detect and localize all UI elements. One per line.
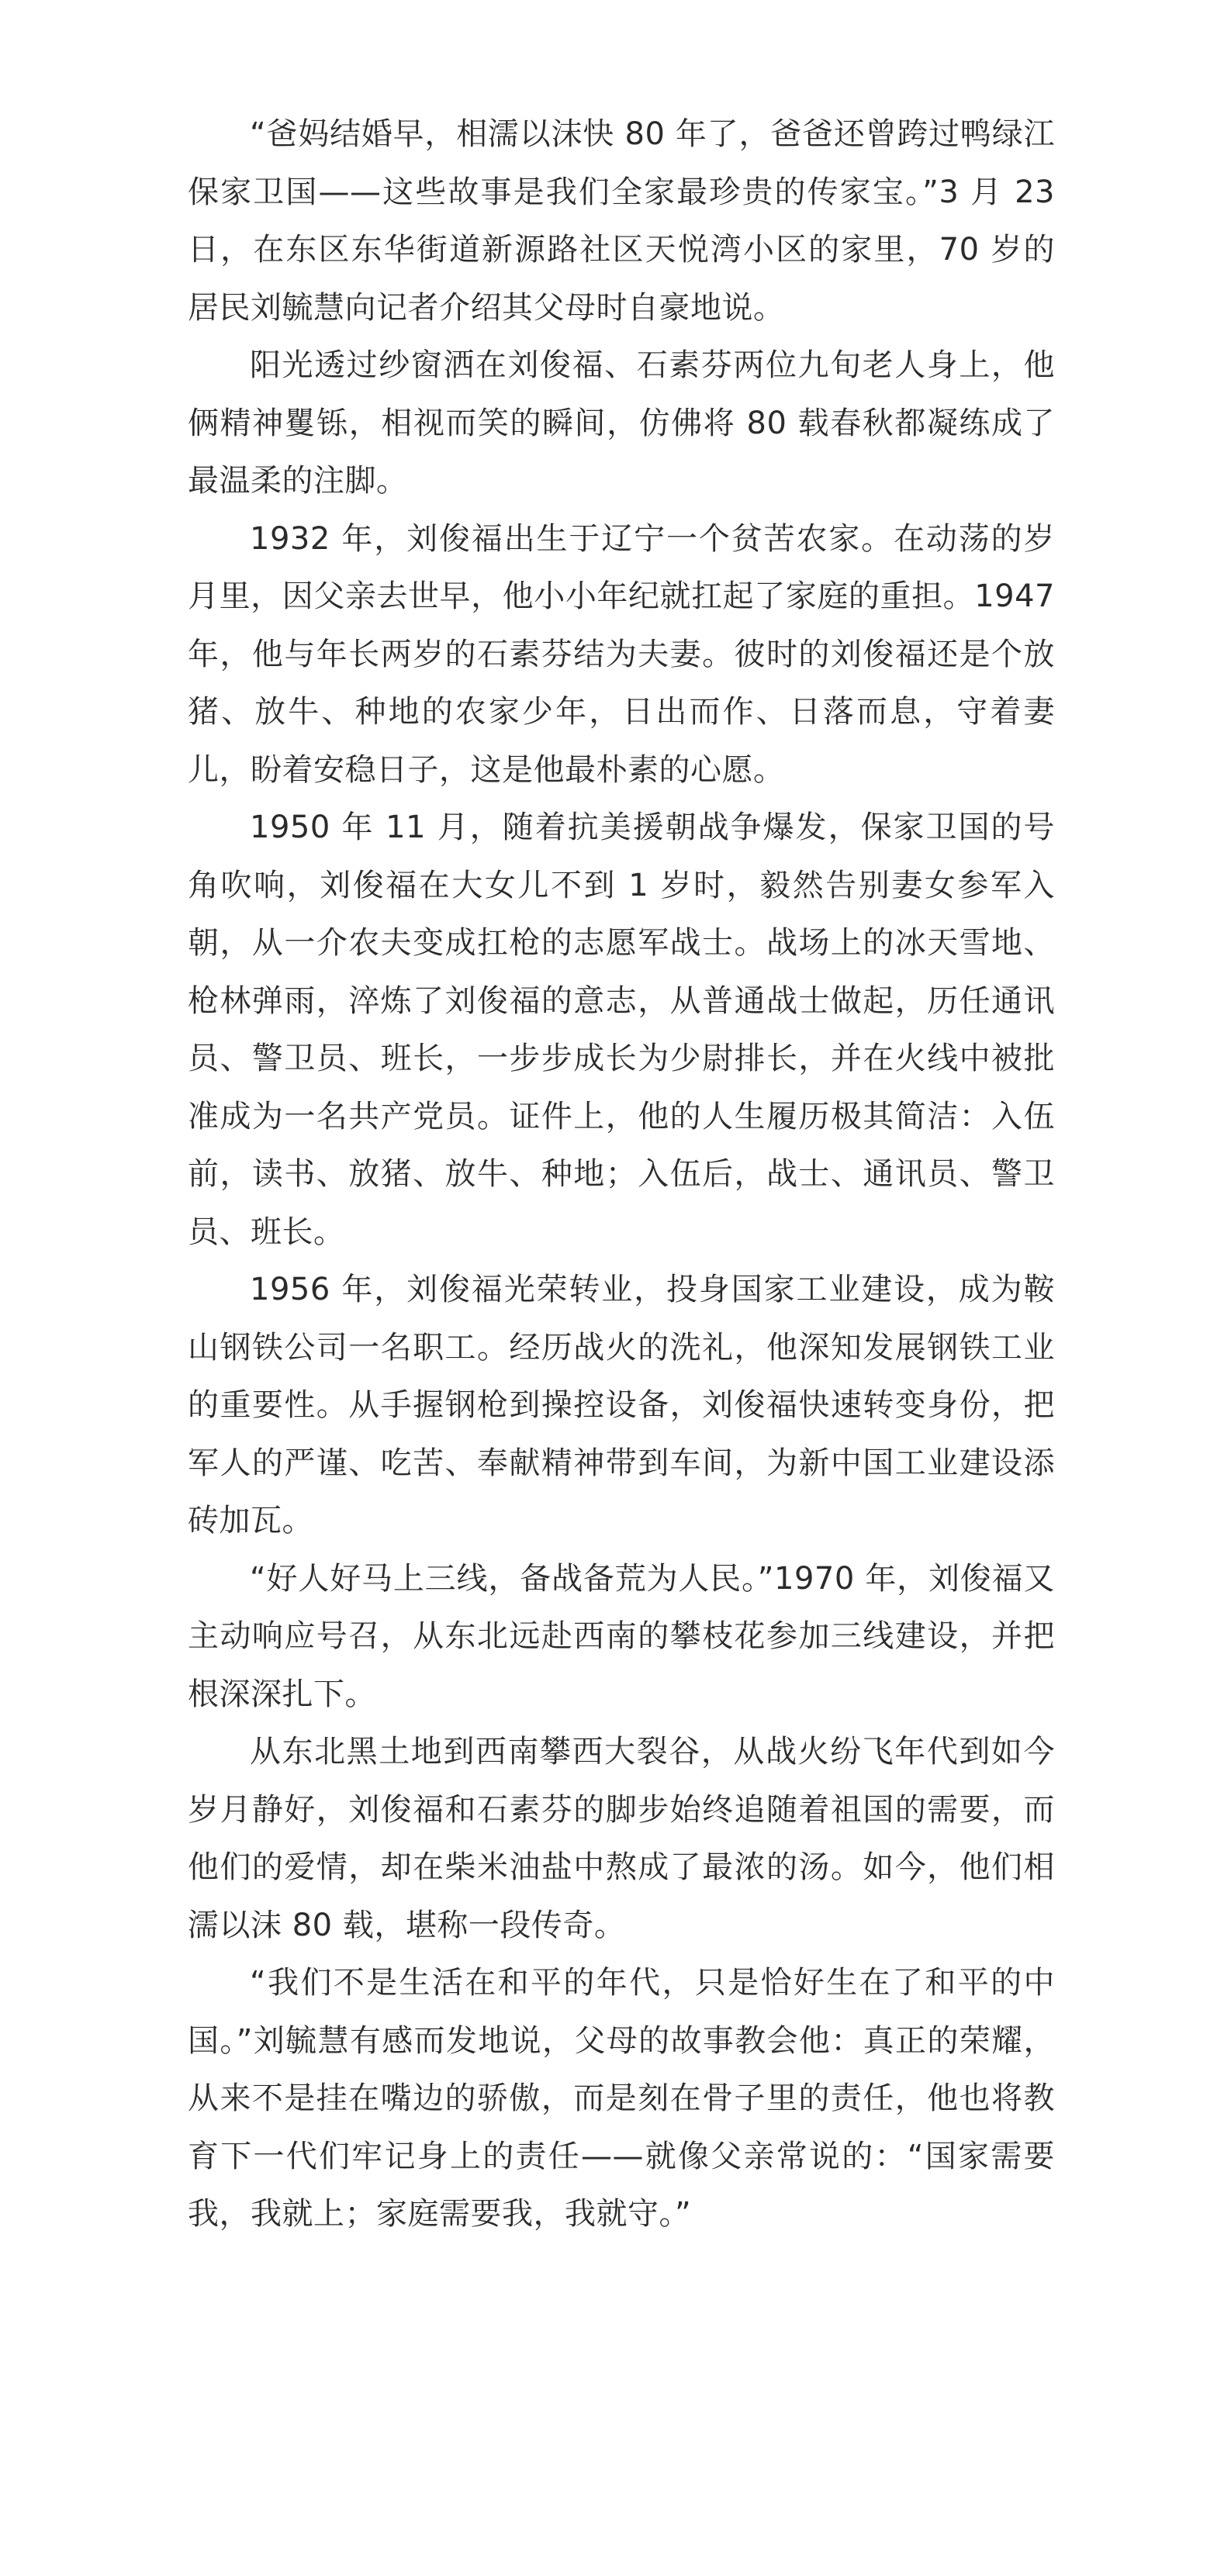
paragraph-8: “我们不是生活在和平的年代，只是恰好生在了和平的中国。”刘毓慧有感而发地说，父母的故事教会他：真正的荣耀，从来不是挂在嘴边的骄傲，而是刻在骨子里的责任，他也将教育下一代们牢记身上的责任——就像父亲常说的：“国家需要我，我就上；家庭需要我，我就守。” <box>188 1965 1055 2232</box>
article-body <box>188 105 1055 2243</box>
paragraph-2: 阳光透过纱窗洒在刘俊福、石素芬两位九旬老人身上，他俩精神矍铄，相视而笑的瞬间，仿佛将 80 载春秋都凝练成了最温柔的注脚。 <box>188 347 1055 499</box>
paragraph-1: “爸妈结婚早，相濡以沫快 80 年了，爸爸还曾跨过鸭绿江保家卫国——这些故事是我们全家最珍贵的传家宝。”3 月 23 日，在东区东华街道新源路社区天悦湾小区的家里，70 岁的居民刘毓慧向记者介绍其父母时自豪地说。 <box>188 116 1055 326</box>
paragraph-7: 从东北黑土地到西南攀西大裂谷，从战火纷飞年代到如今岁月静好，刘俊福和石素芬的脚步始终追随着祖国的需要，而他们的爱情，却在柴米油盐中熬成了最浓的汤。如今，他们相濡以沫 80 载，堪称一段传奇。 <box>188 1734 1055 1943</box>
paragraph-6: “好人好马上三线，备战备荒为人民。”1970 年，刘俊福又主动响应号召，从东北远赴西南的攀枝花参加三线建设，并把根深深扎下。 <box>188 1560 1055 1712</box>
paragraph-3: 1932 年，刘俊福出生于辽宁一个贫苦农家。在动荡的岁月里，因父亲去世早，他小小年纪就扛起了家庭的重担。1947 年，他与年长两岁的石素芬结为夫妻。彼时的刘俊福还是个放猪、放牛、种地的农家少年，日出而作、日落而息，守着妻儿，盼着安稳日子，这是他最朴素的心愿。 <box>188 520 1055 788</box>
paragraph-5: 1956 年，刘俊福光荣转业，投身国家工业建设，成为鞍山钢铁公司一名职工。经历战火的洗礼，他深知发展钢铁工业的重要性。从手握钢枪到操控设备，刘俊福快速转变身份，把军人的严谨、吃苦、奉献精神带到车间，为新中国工业建设添砖加瓦。 <box>188 1272 1055 1538</box>
paragraph-4: 1950 年 11 月，随着抗美援朝战争爆发，保家卫国的号角吹响，刘俊福在大女儿不到 1 岁时，毅然告别妻女参军入朝，从一介农夫变成扛枪的志愿军战士。战场上的冰天雪地、枪林弹雨，淬炼了刘俊福的意志，从普通战士做起，历任通讯员、警卫员、班长，一步步成长为少尉排长，并在火线中被批准成为一名共产党员。证件上，他的人生履历极其简洁：入伍前，读书、放猪、放牛、种地；入伍后，战士、通讯员、警卫员、班长。 <box>188 810 1055 1250</box>
